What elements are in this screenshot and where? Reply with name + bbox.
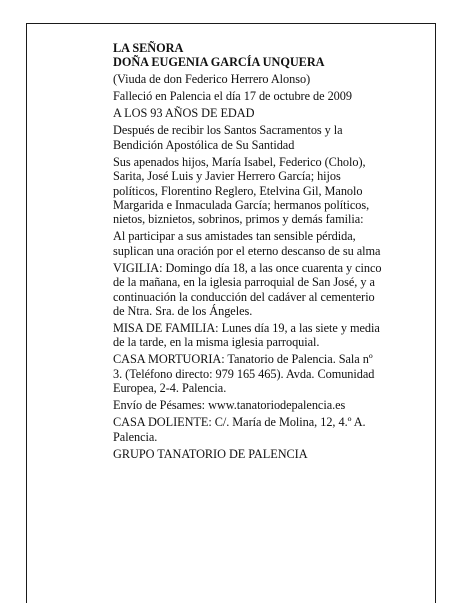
death-date: Falleció en Palencia el día 17 de octubre de 2009: [113, 89, 352, 104]
mass-paragraph: [113, 321, 413, 350]
family-paragraph: [113, 155, 413, 227]
vigil-line: de la mañana, en la iglesia parroquial de San José, y a: [113, 275, 375, 290]
mortuary-line: 3. (Teléfono directo: 979 165 465). Avda. Comunidad: [113, 366, 375, 381]
mourning-house-paragraph: [113, 415, 413, 444]
obituary-notice: [113, 41, 413, 464]
request-line: Al participar a sus amistades tan sensible pérdida,: [113, 229, 356, 244]
family-line: nietos, biznietos, sobrinos, primos y demás familia:: [113, 212, 364, 227]
header-block: [113, 41, 413, 70]
title: LA SEÑORA: [113, 41, 184, 55]
request-line: suplican una oración por el eterno descanso de su alma: [113, 243, 381, 258]
mass-line: MISA DE FAMILIA: Lunes día 19, a las siete y media: [113, 321, 380, 336]
mortuary-line: CASA MORTUORIA: Tanatorio de Palencia. Sala nº: [113, 352, 373, 367]
mortuary-paragraph: [113, 352, 413, 395]
family-line: Sarita, José Luis y Javier Herrero García; hijos: [113, 169, 341, 184]
sacraments-paragraph: [113, 123, 413, 152]
condolences-line: Envío de Pésames: www.tanatoriodepalencia.es: [113, 398, 346, 413]
vigil-line: de Ntra. Sra. de los Ángeles.: [113, 304, 253, 319]
sacraments-line: Bendición Apostólica de Su Santidad: [113, 137, 295, 152]
condolences-paragraph: [113, 398, 413, 412]
deceased-name: DOÑA EUGENIA GARCÍA UNQUERA: [113, 55, 325, 70]
group-paragraph: [113, 447, 413, 461]
request-paragraph: [113, 229, 413, 258]
vigil-line: continuación la conducción del cadáver al cementerio: [113, 289, 375, 304]
vigil-line: VIGILIA: Domingo día 18, a las once cuarenta y cinco: [113, 260, 382, 275]
funeral-group: GRUPO TANATORIO DE PALENCIA: [113, 446, 308, 461]
family-line: Sus apenados hijos, María Isabel, Federico (Cholo),: [113, 154, 366, 169]
sacraments-line: Después de recibir los Santos Sacramentos y la: [113, 123, 343, 138]
mourning-house-line: Palencia.: [113, 429, 158, 444]
mortuary-line: Europea, 2-4. Palencia.: [113, 381, 227, 396]
family-line: Margarida e Inmaculada García; hermanos políticos,: [113, 198, 370, 213]
family-line: políticos, Florentino Reglero, Etelvina Gil, Manolo: [113, 183, 363, 198]
widow-of: (Viuda de don Federico Herrero Alonso): [113, 72, 311, 87]
age: A LOS 93 AÑOS DE EDAD: [113, 106, 255, 121]
vigil-paragraph: [113, 261, 413, 319]
mass-line: de la tarde, en la misma iglesia parroquial.: [113, 335, 320, 350]
mourning-house-line: CASA DOLIENTE: C/. María de Molina, 12, 4.º A.: [113, 415, 366, 430]
